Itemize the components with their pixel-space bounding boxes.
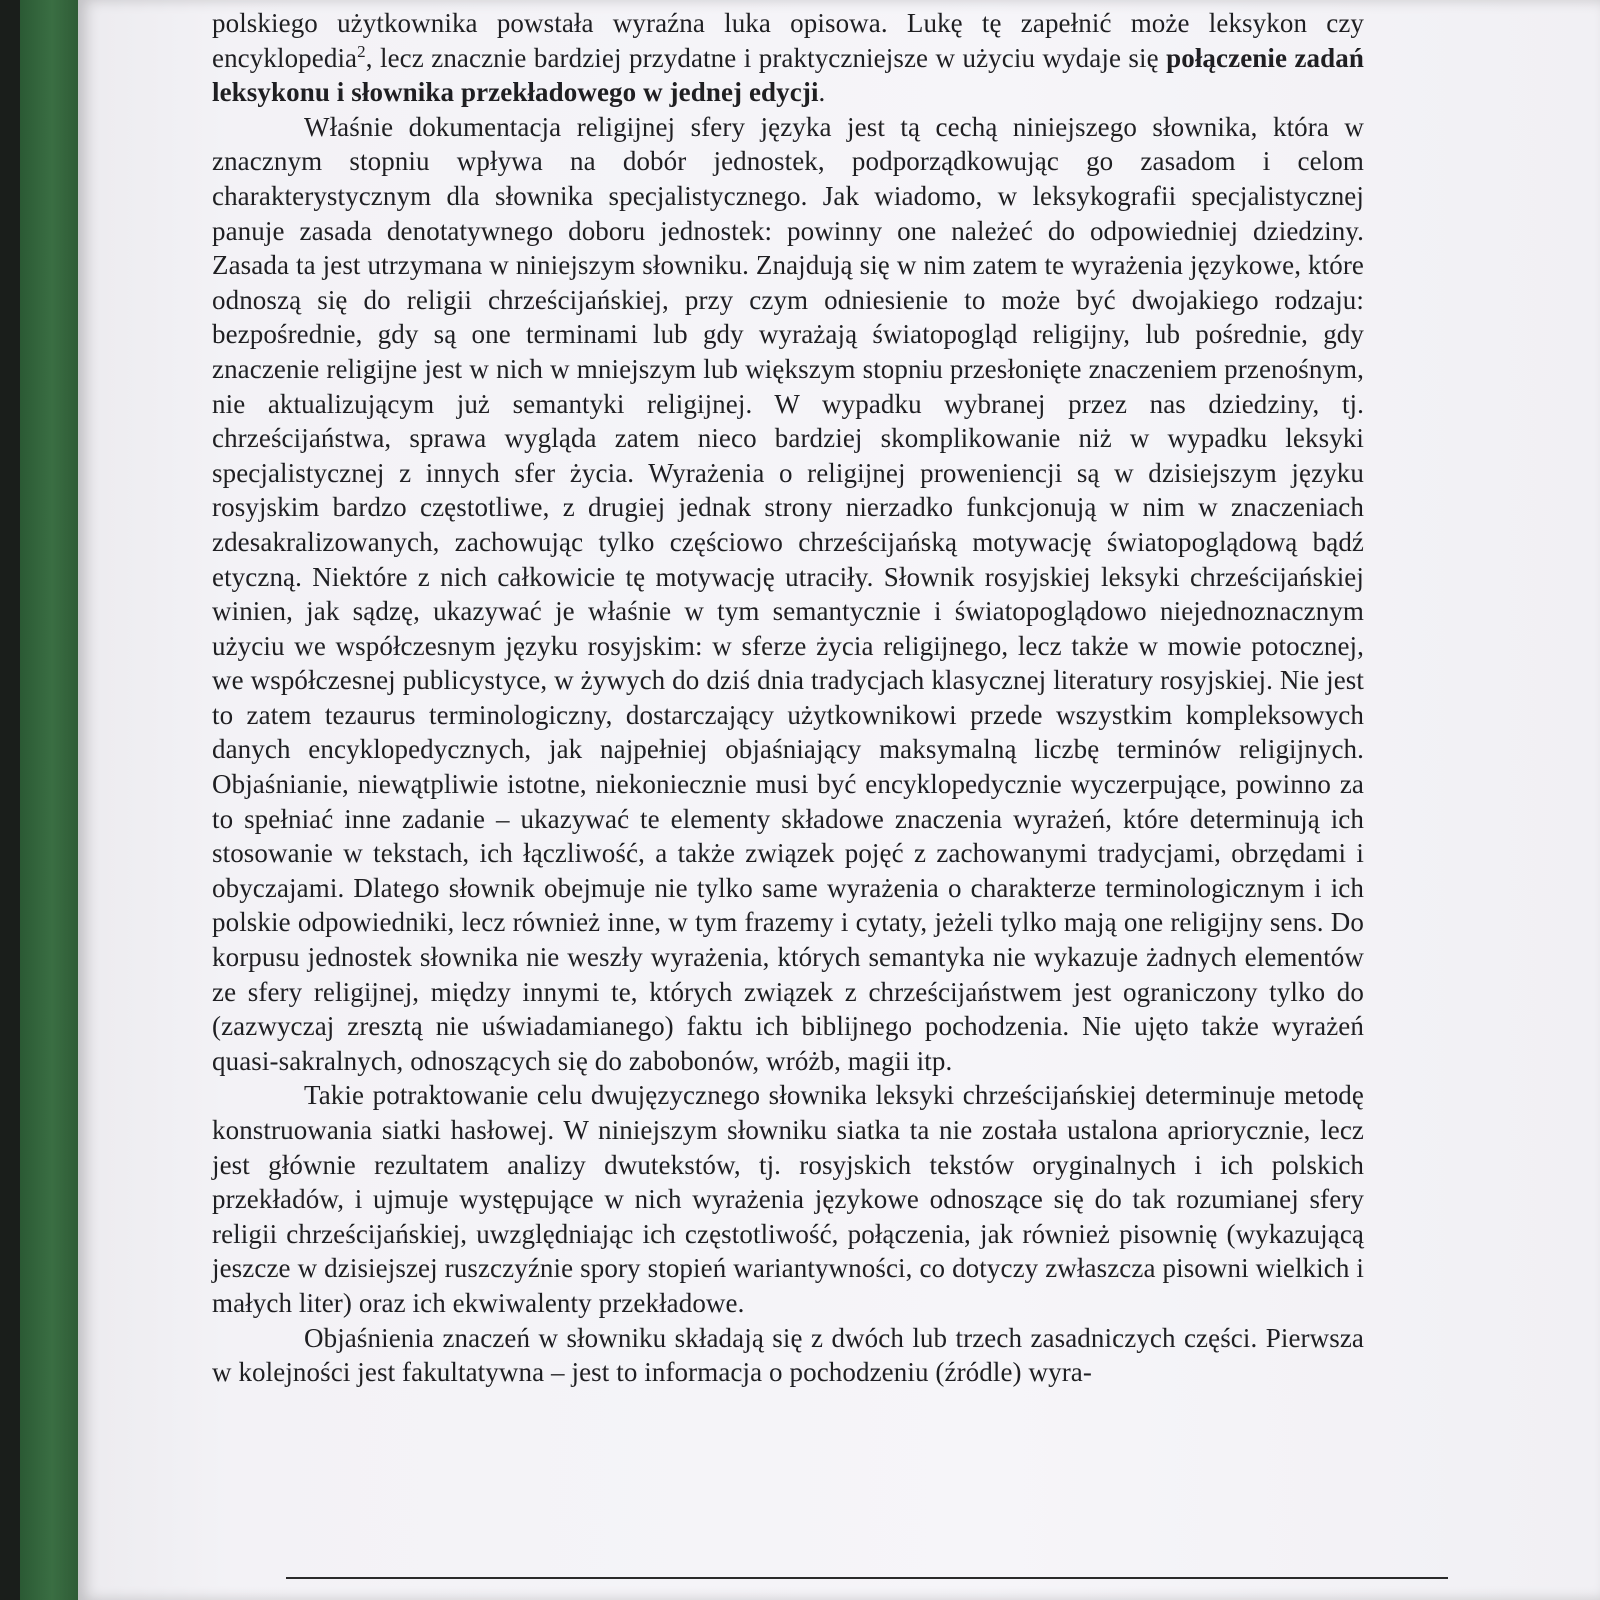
paragraph-1-bold-phrase: połączenie zadań leksykonu i słownika przekładowego w jednej edycji	[212, 42, 1364, 108]
book-spine	[0, 0, 20, 1600]
book-cover-edge	[20, 0, 78, 1600]
paragraph-1-text-a: polskiego użytkownika powstała wyraźna luka opisowa. Lukę tę zapełnić może leksykon czy encyklopedia	[212, 8, 1364, 73]
footnote-marker: 2	[357, 41, 366, 61]
footnote-separator-line	[286, 1577, 1448, 1579]
paragraph-2: Właśnie dokumentacja religijnej sfery języka jest tą cechą niniejszego słownika, która w znacznym stopniu wpływa na dobór jednostek, podporządkowując go zasadom i celom charakterystycznym dla słownika specjalistycznego. Jak wiadomo, w leksykografii specjalistycznej panuje zasada denotatywnego doboru jednostek: powinny one należeć do odpowiedniej dziedziny. Zasada ta jest utrzymana w niniejszym słowniku. Znajdują się w nim zatem te wyrażenia językowe, które odnoszą się do religii chrześcijańskiej, przy czym odniesienie to może być dwojakiego rodzaju: bezpośrednie, gdy są one terminami lub gdy wyrażają światopogląd religijny, lub pośrednie, gdy znaczenie religijne jest w nich w mniejszym lub większym stopniu przesłonięte znaczeniem przenośnym, nie aktualizującym już semantyki religijnej. W wypadku wybranej przez nas dziedziny, tj. chrześcijaństwa, sprawa wygląda zatem nieco bardziej skomplikowanie niż w wypadku leksyki specjalistycznej z innych sfer życia. Wyrażenia o religijnej proweniencji są w dzisiejszym języku rosyjskim bardzo częstotliwe, z drugiej jednak strony nierzadko funkcjonują w nim w znaczeniach zdesakralizowanych, zachowując tylko częściowo chrześcijańską motywację światopoglądową bądź etyczną. Niektóre z nich całkowicie tę motywację utraciły. Słownik rosyjskiej leksyki chrześcijańskiej winien, jak sądzę, ukazywać je właśnie w tym semantycznie i światopoglądowo niejednoznacznym użyciu we współczesnym języku rosyjskim: w sferze życia religijnego, lecz także w mowie potocznej, we współczesnej publicystyce, w żywych do dziś dnia tradycjach klasycznej literatury rosyjskiej. Nie jest to zatem tezaurus terminologiczny, dostarczający użytkownikowi przede wszystkim kompleksowych danych encyklopedycznych, jak najpełniej objaśniający maksymalną liczbę terminów religijnych. Objaśnianie, niewątpliwie istotne, niekoniecznie musi być encyklopedycznie wyczerpujące, powinno za to spełniać inne zadanie – ukazywać te elementy składowe znaczenia wyrażeń, które determinują ich stosowanie w tekstach, ich łączliwość, a także związek pojęć z zachowanymi tradycjami, obrzędami i obyczajami. Dlatego słownik obejmuje nie tylko same wyrażenia o charakterze terminologicznym i ich polskie odpowiedniki, lecz również inne, w tym frazemy i cytaty, jeżeli tylko mają one religijny sens. Do korpusu jednostek słownika nie weszły wyrażenia, których semantyka nie wykazuje żadnych elementów ze sfery religijnej, między innymi te, których związek z chrześcijaństwem jest ograniczony tylko do (zazwyczaj zresztą nie uświadamianego) faktu ich biblijnego pochodzenia. Nie ujęto także wyrażeń quasi-sakralnych, odnoszących się do zabobonów, wróżb, magii itp.	[212, 111, 1364, 1076]
paragraph-1-end: .	[818, 77, 826, 108]
paragraph-3: Takie potraktowanie celu dwujęzycznego słownika leksyki chrześcijańskiej determinuje metodę konstruowania siatki hasłowej. W niniejszym słowniku siatka ta nie została ustalona apriorycznie, lecz jest głównie rezultatem analizy dwutekstów, tj. rosyjskich tekstów oryginalnych i ich polskich przekładów, i ujmuje występujące w nich wyrażenia językowe odnoszące się do tak rozumianej sfery religii chrześcijańskiej, uwzględniając ich częstotliwość, połączenia, jak również pisownię (wykazującą jeszcze w dzisiejszej ruszczyźnie spory stopień wariantywności, co dotyczy zwłaszcza pisowni wielkich i małych liter) oraz ich ekwiwalenty przekładowe.	[212, 1080, 1364, 1318]
paragraph-1-text-b: , lecz znacznie bardziej przydatne i praktyczniejsze w użyciu wydaje się	[365, 42, 1167, 73]
paragraph-4: Objaśnienia znaczeń w słowniku składają się z dwóch lub trzech zasadniczych części. Pierwsza w kolejności jest fakultatywna – jest to informacja o pochodzeniu (źródle) wyra-	[212, 1322, 1364, 1388]
paragraph-1	[212, 6, 1364, 110]
page-text	[212, 6, 1364, 1390]
